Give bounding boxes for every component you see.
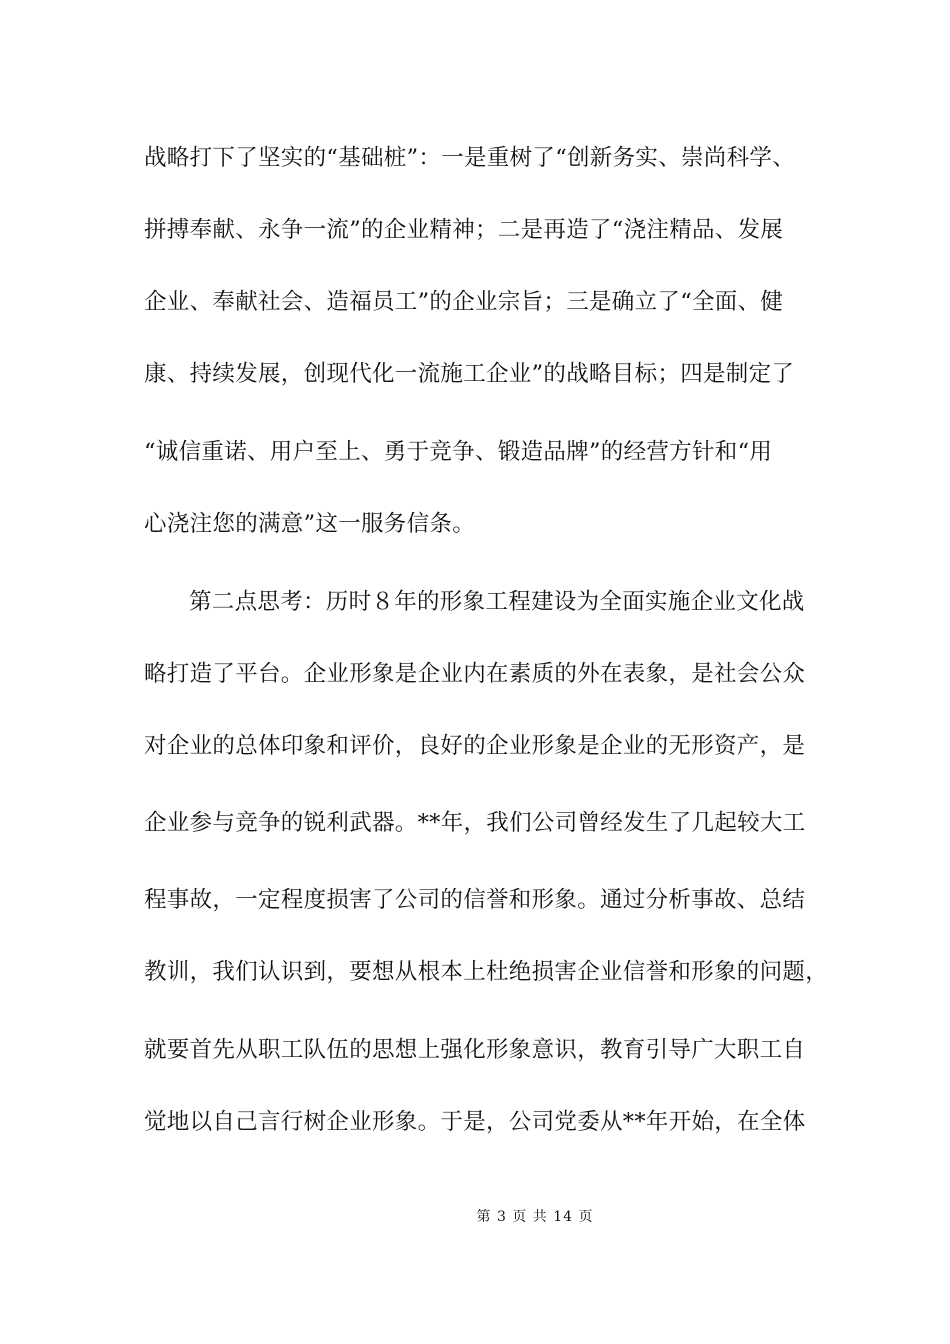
text-line: 教训，我们认识到，要想从根本上杜绝损害企业信誉和形象的问题，: [144, 959, 829, 985]
text-line: 战略打下了坚实的“基础桩”：一是重树了“创新务实、崇尚科学、: [144, 145, 796, 171]
text-line: 心浇注您的满意”这一服务信条。: [144, 511, 476, 537]
text-line: 程事故，一定程度损害了公司的信誉和形象。通过分析事故、总结: [144, 887, 806, 913]
text-line: 略打造了平台。企业形象是企业内在素质的外在表象，是社会公众: [144, 661, 806, 687]
page-number: 第 3 页 共 14 页: [476, 1209, 594, 1225]
text-line: 企业参与竞争的锐利武器。**年，我们公司曾经发生了几起较大工: [144, 810, 806, 836]
text-line: 就要首先从职工队伍的思想上强化形象意识，教育引导广大职工自: [144, 1037, 806, 1063]
paragraph-first-line: 第二点思考：历时８年的形象工程建设为全面实施企业文化战: [189, 589, 805, 615]
text-line: 对企业的总体印象和评价，良好的企业形象是企业的无形资产，是: [144, 733, 806, 759]
text-line: 觉地以自己言行树企业形象。于是，公司党委从**年开始，在全体: [144, 1109, 806, 1135]
text-line: 康、持续发展，创现代化一流施工企业”的战略目标；四是制定了: [144, 361, 795, 387]
text-line: 企业、奉献社会、造福员工”的企业宗旨；三是确立了“全面、健: [144, 289, 784, 315]
text-line: “诚信重诺、用户至上、勇于竞争、锻造品牌”的经营方针和“用: [144, 439, 773, 465]
text-line: 拼搏奉献、永争一流”的企业精神；二是再造了“浇注精品、发展: [144, 217, 784, 243]
